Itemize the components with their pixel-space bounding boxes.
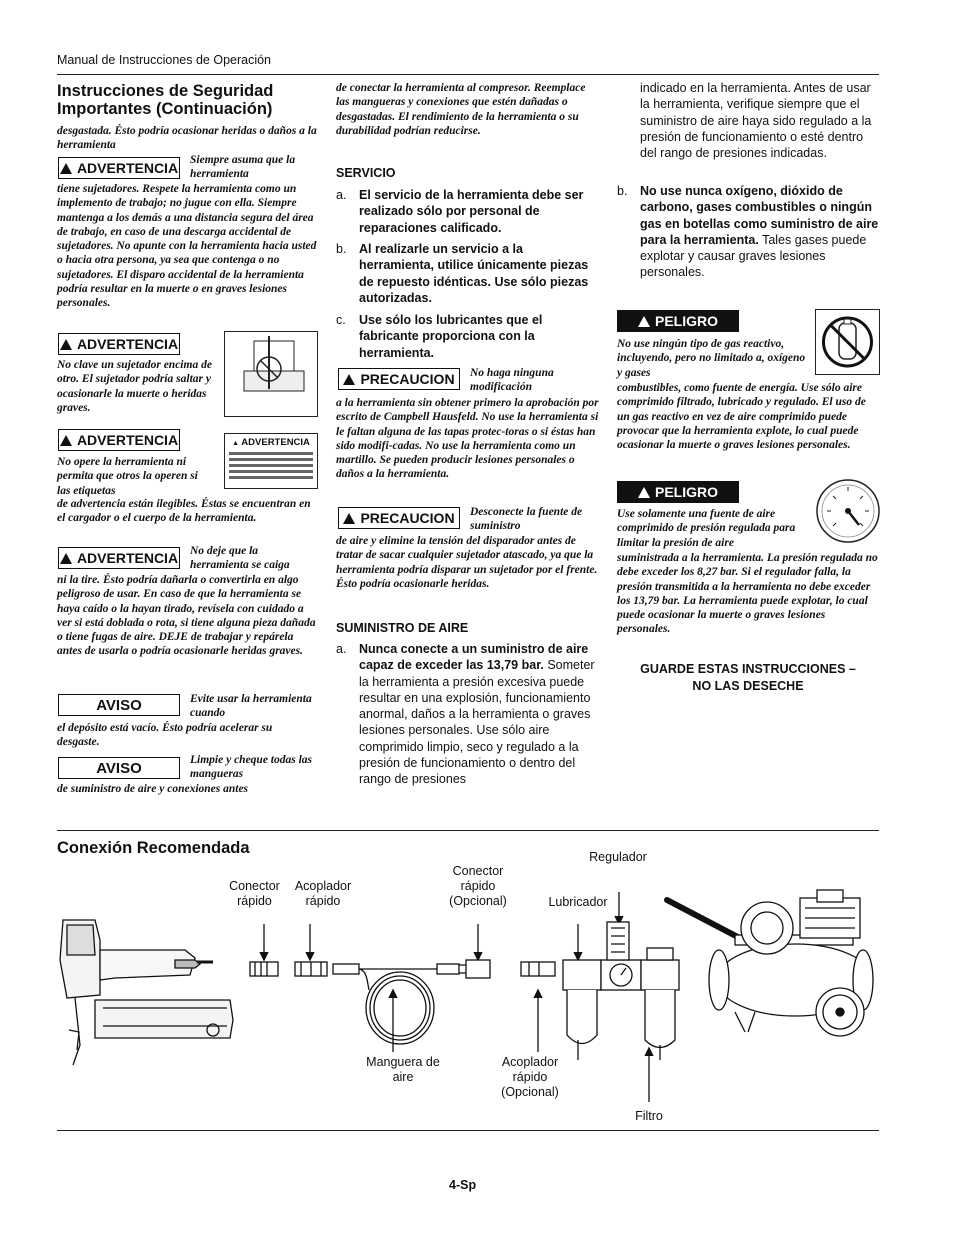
label-conector-rapido: Conector rápido xyxy=(229,879,280,908)
w4-text-b: ni la tire. Ésto podría dañarla o convertirla en algo peligroso de usar. En caso de que la herramienta se haya caído o la hayan tirado, revísela con cuidado a ver si está doblada o rota, si tiene alguna pieza dañada o tiene fugas de aire. DEJE de trabajar y repárela antes de usarla o podría ocasionarle heridas graves. xyxy=(57,574,316,658)
no-gas-cylinder-icon xyxy=(815,309,880,375)
col2-intro: de conectar la herramienta al compresor. Reemplace las mangueras y conexiones que estén dañadas o desgastadas. El rendimiento de la herramienta o su durabilidad podrían reducirse. xyxy=(336,82,586,137)
warning-badge-3: ADVERTENCIA xyxy=(58,429,180,451)
pressure-gauge-icon xyxy=(815,478,881,544)
air-hose xyxy=(333,964,459,1044)
illegible-label-illustration xyxy=(224,433,318,489)
frl-unit xyxy=(563,922,679,1060)
section-rule-top xyxy=(57,830,879,831)
servicio-item-b: b. Al realizarle un servicio a la herramienta, utilice únicamente piezas de repuesto idénticas. Use sólo piezas autorizadas. xyxy=(336,242,589,305)
suministro-title: SUMINISTRO DE AIRE xyxy=(336,621,469,635)
warning-triangle-icon xyxy=(60,435,72,446)
danger-badge-2: PELIGRO xyxy=(617,481,739,503)
w1-text-a: Siempre asuma que la herramienta xyxy=(190,154,296,181)
w3-text-b: de advertencia están ilegibles. Éstas se encuentran en el cargador o el cuerpo de la herramienta. xyxy=(57,498,311,525)
w1-text-b: tiene sujetadores. Respete la herramienta como un implemento de trabajo; no jugue con ella. Siempre mantenga a los demás a una distancia segura del área de trabajo, en caso de una descarga accidental de sujetadores. No apunte con la herramienta hacia usted o hacia otra persona, ya sea que contenga o no sujetadores. El disparo accidental de la herramienta podría resultar en la muerte o en graves lesiones personales. xyxy=(57,183,317,310)
a2-text-b: de suministro de aire y conexiones antes xyxy=(57,783,249,795)
conexion-title: Conexión Recomendada xyxy=(57,839,250,857)
d1-text-a: No use ningún tipo de gas reactivo, incluyendo, pero no limitado a, oxígeno y gases xyxy=(617,338,806,379)
notice-badge-1: AVISO xyxy=(58,694,180,716)
warning-triangle-icon xyxy=(60,339,72,350)
guarde-instrucciones: GUARDE ESTAS INSTRUCCIONES – NO LAS DESECHE xyxy=(640,662,856,693)
label-acoplador-opcional: Acoplador rápido (Opcional) xyxy=(501,1055,559,1099)
section-title: Instrucciones de Seguridad Importantes (Continuación) xyxy=(57,82,274,118)
a1-text-b: el depósito está vacío. Ésto podría acelerar su desgaste. xyxy=(57,722,273,749)
section-rule-bottom xyxy=(57,1130,879,1131)
label-warning-badge: ▲ ADVERTENCIA xyxy=(232,437,310,448)
danger-badge-1: PELIGRO xyxy=(617,310,739,332)
w2-text: No clave un sujetador encima de otro. El sujetador podría saltar y ocasionarle la muerte o heridas graves. xyxy=(57,359,212,414)
nailer-illustration xyxy=(60,920,233,1065)
label-lines xyxy=(229,452,313,482)
w3-text-a: No opere la herramienta ni permita que otros la operen si las etiquetas xyxy=(57,456,198,497)
p1-text-b: a la herramienta sin obtener primero la aprobación por escrito de Campbell Hausfeld. No use la herramienta si le faltan alguna de las tapas protec-toras o si éstas han sido modifi-cadas. No use la herramienta como un martillo. Se pueden producir lesiones personales o daños a la herramienta. xyxy=(336,397,599,481)
label-conector-opcional: Conector rápido (Opcional) xyxy=(449,864,507,908)
col3-cont: indicado en la herramienta. Antes de usar la herramienta, verifique siempre que el suministro de aire haya sido regulado a la presión de funcionamiento o esté dentro del rango de presiones indicadas. xyxy=(640,81,872,161)
p2-text-b: de aire y elimine la tensión del disparador antes de tratar de sacar cualquier sujetador atascado, ya que la herramienta podría disparar un sujetador por el frente. Ésto podría ocasionarle heridas. xyxy=(336,535,598,590)
d2-text-a: Use solamente una fuente de aire comprimido de presión regulada para limitar la presión de aire xyxy=(617,508,796,549)
caution-badge-2: PRECAUCION xyxy=(338,507,460,529)
warning-badge-2: ADVERTENCIA xyxy=(58,333,180,355)
warning-triangle-icon xyxy=(638,487,650,498)
warning-triangle-icon xyxy=(343,374,355,385)
p1-text-a: No haga ninguna modificación xyxy=(470,367,554,394)
warning-badge-4: ADVERTENCIA xyxy=(58,547,180,569)
servicio-title: SERVICIO xyxy=(336,166,396,180)
col1-intro: desgastada. Ésto podría ocasionar heridas o daños a la herramienta xyxy=(57,125,317,152)
warning-triangle-icon xyxy=(60,163,72,174)
header-rule xyxy=(57,74,879,75)
connection-diagram xyxy=(55,880,880,1130)
header-title: Manual de Instrucciones de Operación xyxy=(57,53,272,67)
page-number: 4-Sp xyxy=(449,1178,477,1192)
servicio-item-c: c. Use sólo los lubricantes que el fabricante proporciona con la herramienta. xyxy=(336,313,543,360)
a1-text-a: Evite usar la herramienta cuando xyxy=(190,693,312,720)
warning-badge-1: ADVERTENCIA xyxy=(58,157,180,179)
d2-text-b: suministrada a la herramienta. La presión regulada no debe exceder los 8,27 bar. Si el regulador falla, la presión transmitida a la herramienta no debe exceder los 13,79 bar. La herramienta puede explotar, lo cual puede ocasionar la muerte o graves lesiones personales. xyxy=(617,552,878,636)
warning-triangle-icon xyxy=(60,553,72,564)
label-filtro: Filtro xyxy=(635,1109,663,1123)
warning-triangle-icon xyxy=(638,316,650,327)
d1-text-b: combustibles, como fuente de energía. Use sólo aire comprimido filtrado, lubricado y regulado. El uso de un gas reactivo en vez de aire comprimido puede provocar que la herramienta explote, lo cual puede ocasionar la muerte o graves lesiones personales. xyxy=(617,382,866,452)
w4-text-a: No deje que la herramienta se caiga xyxy=(190,545,290,572)
warning-triangle-icon xyxy=(343,513,355,524)
col3-item-b: b. No use nunca oxígeno, dióxido de carbono, gases combustibles o ningún gas en botellas como suministro de aire para la herramienta. Tales gases puede explotar y causar graves lesiones personales. xyxy=(617,184,879,280)
suministro-item-a: a. Nunca conecte a un suministro de aire capaz de exceder las 13,79 bar. Someter la herramienta a presión excesiva puede resultar en una explosión, funcionamiento anormal, daños a la herramienta o graves lesiones personales. Use sólo aire comprimido limpio, seco y regulado a la presión de funcionamiento o dentro del rango de presiones xyxy=(336,642,595,787)
label-lubricador: Lubricador xyxy=(548,895,608,909)
p2-text-a: Desconecte la fuente de suministro xyxy=(470,506,583,533)
label-acoplador-rapido: Acoplador rápido xyxy=(294,879,352,908)
servicio-item-a: a. El servicio de la herramienta debe ser realizado sólo por personal de reparaciones calificado. xyxy=(336,188,584,235)
compressor-illustration xyxy=(667,890,873,1036)
label-manguera: Manguera de aire xyxy=(366,1055,440,1084)
notice-badge-2: AVISO xyxy=(58,757,180,779)
a2-text-a: Limpie y cheque todas las mangueras xyxy=(190,754,313,781)
caution-badge-1: PRECAUCION xyxy=(338,368,460,390)
nail-over-nail-illustration xyxy=(224,331,318,417)
label-regulador: Regulador xyxy=(589,850,647,864)
